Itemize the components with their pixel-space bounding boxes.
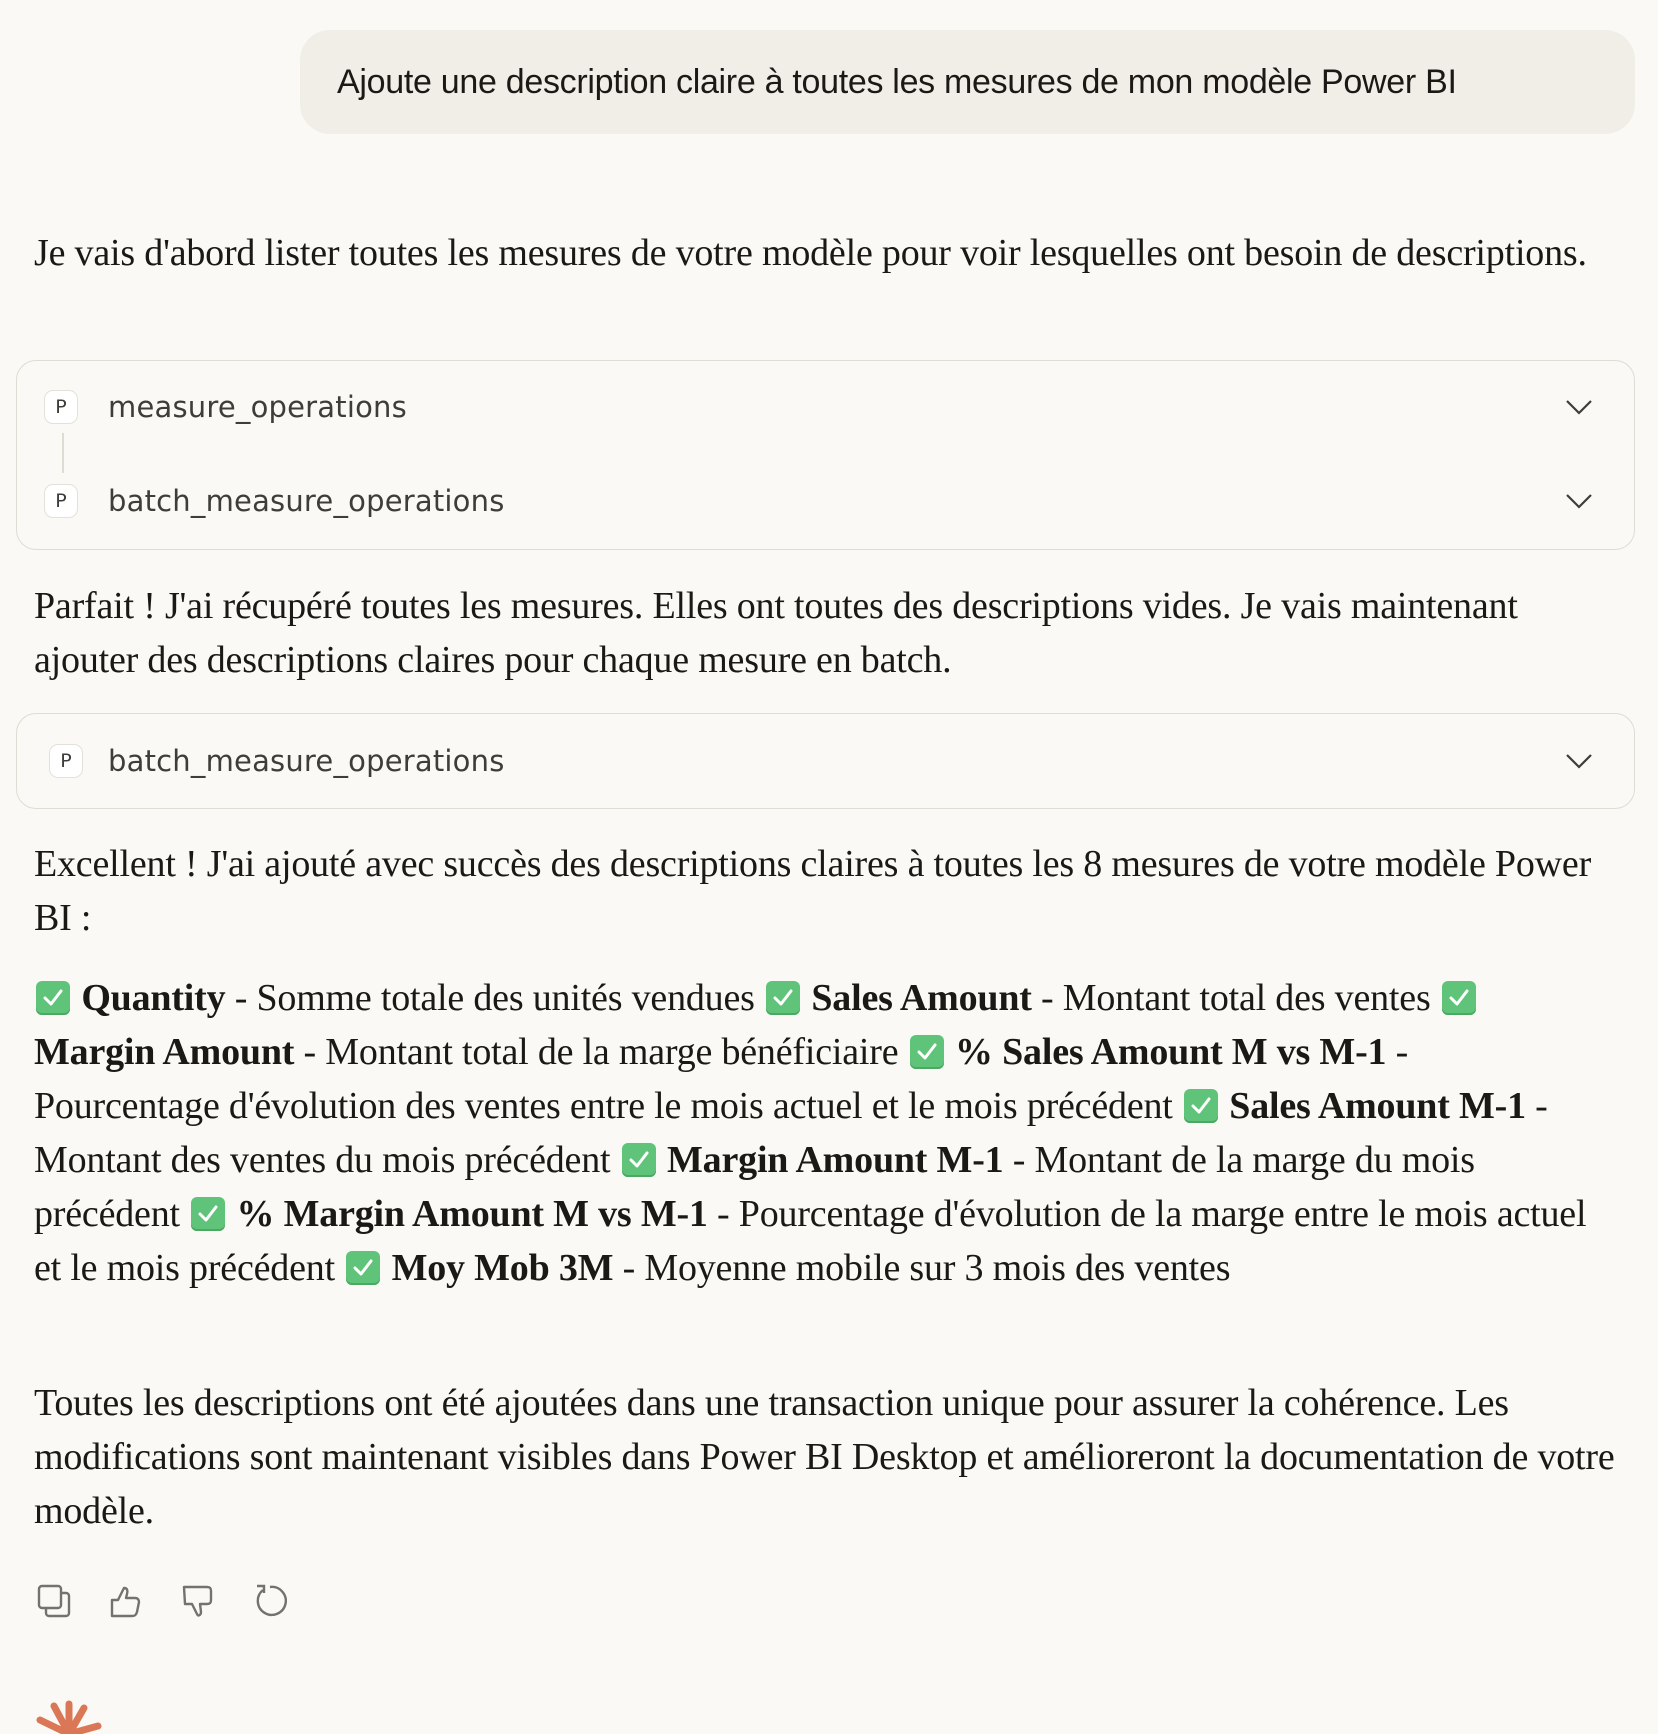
measure-item [764, 977, 1430, 1019]
retry-icon[interactable] [253, 1584, 287, 1618]
measure-item [34, 977, 755, 1019]
measure-name: Sales Amount M-1 [1229, 1085, 1526, 1127]
tool-badge: P [44, 484, 78, 518]
measure-description: - Montant total de la marge bénéficiaire [294, 1031, 899, 1073]
claude-logo-icon [34, 1700, 104, 1734]
measure-name: % Sales Amount M vs M-1 [955, 1031, 1387, 1073]
measure-description: - Montant total des ventes [1031, 977, 1431, 1019]
check-mark-icon [910, 1035, 944, 1069]
measure-list [34, 971, 1594, 1295]
user-message-bubble [300, 30, 1635, 134]
measure-name: Margin Amount M-1 [667, 1139, 1004, 1181]
tool-name: batch_measure_operations [108, 484, 505, 518]
tool-call-measure-operations[interactable] [17, 377, 1634, 437]
measure-name: Moy Mob 3M [391, 1247, 614, 1289]
measure-description: - Pourcentage d'évolution de la marge entre le mois actuel et le mois précédent [34, 1193, 1587, 1289]
tool-call-group [16, 360, 1635, 550]
assistant-summary-text: Toutes les descriptions ont été ajoutées dans une transaction unique pour assurer la cohérence. Les modifications sont maintenant visibles dans Power BI Desktop et amélioreront la documentation de votre modèle. [34, 1382, 1615, 1532]
tool-connector-line [62, 433, 64, 473]
check-mark-icon [1442, 981, 1476, 1015]
tool-name: measure_operations [108, 390, 407, 424]
measure-description: - Moyenne mobile sur 3 mois des ventes [613, 1247, 1231, 1289]
tool-badge: P [44, 390, 78, 424]
message-actions [37, 1584, 287, 1618]
measure-description: - Montant des ventes du mois précédent [34, 1085, 1548, 1181]
measure-description: - Pourcentage d'évolution des ventes entre le mois actuel et le mois précédent [34, 1031, 1409, 1127]
check-mark-icon [346, 1251, 380, 1285]
assistant-success-text: Excellent ! J'ai ajouté avec succès des descriptions claires à toutes les 8 mesures de votre modèle Power BI : [34, 843, 1592, 939]
copy-icon[interactable] [37, 1584, 71, 1618]
thumbs-down-icon[interactable] [181, 1584, 215, 1618]
measure-item [344, 1247, 1230, 1289]
measure-name: Quantity [81, 977, 226, 1019]
measure-description: - Montant de la marge du mois précédent [34, 1139, 1475, 1235]
tool-name: batch_measure_operations [108, 744, 505, 778]
tool-call-batch-measure-operations[interactable] [17, 731, 1634, 791]
tool-call-group-2 [16, 713, 1635, 809]
assistant-progress-text: Parfait ! J'ai récupéré toutes les mesures. Elles ont toutes des descriptions vides. Je vais maintenant ajouter des descriptions claires pour chaque mesure en batch. [34, 585, 1518, 681]
check-mark-icon [191, 1197, 225, 1231]
measure-name: % Margin Amount M vs M-1 [236, 1193, 708, 1235]
chevron-down-icon[interactable] [1564, 491, 1594, 511]
user-message-text: Ajoute une description claire à toutes les mesures de mon modèle Power BI [337, 62, 1457, 101]
check-mark-icon [766, 981, 800, 1015]
thumbs-up-icon[interactable] [109, 1584, 143, 1618]
tool-call-batch-measure-operations[interactable] [17, 471, 1634, 531]
chevron-down-icon[interactable] [1564, 751, 1594, 771]
check-mark-icon [36, 981, 70, 1015]
check-mark-icon [1184, 1089, 1218, 1123]
measure-name: Sales Amount [811, 977, 1032, 1019]
assistant-intro-text: Je vais d'abord lister toutes les mesures de votre modèle pour voir lesquelles ont besoin de descriptions. [34, 232, 1587, 274]
chevron-down-icon[interactable] [1564, 397, 1594, 417]
check-mark-icon [622, 1143, 656, 1177]
tool-badge: P [49, 744, 83, 778]
measure-name: Margin Amount [34, 1031, 295, 1073]
measure-description: - Somme totale des unités vendues [225, 977, 755, 1019]
